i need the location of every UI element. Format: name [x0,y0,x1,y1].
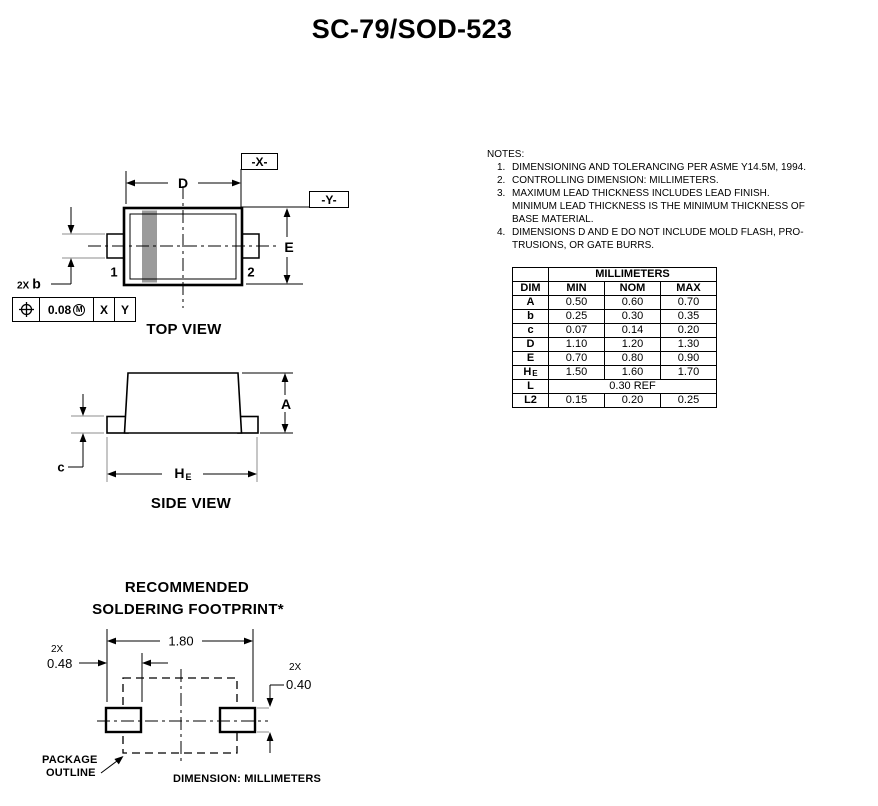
dim-cell: L2 [513,394,549,408]
note-number [487,213,512,226]
dim-cell: c [513,324,549,338]
note-number: 1. [497,162,506,173]
note-line [487,174,878,187]
note-text: MAXIMUM LEAD THICKNESS INCLUDES LEAD FINISH. [512,188,770,199]
note-number: 2. [497,175,506,186]
table-corner-cell [513,268,549,282]
fcf-datum-x: X [99,302,108,317]
col-header-dim: DIM [513,282,549,296]
nom-cell: 0.30 [605,310,661,324]
dim-he-sub: E [532,369,538,378]
note-line [487,239,878,252]
footprint-title-line2: SOLDERING FOOTPRINT* [92,601,284,618]
c-extension-lines [71,416,104,433]
note-text: MINIMUM LEAD THICKNESS IS THE MINIMUM THICKNESS OF [512,201,805,212]
dim-label-he-sub: E [185,472,192,482]
dim-label-e: E [284,239,294,255]
dim-cell: L [513,380,549,394]
nom-cell: 0.60 [605,296,661,310]
table-row [513,324,717,338]
note-number [487,239,512,252]
fcf-datum-x-cell [93,298,114,321]
note-number: 4. [497,227,506,238]
note-line [487,226,878,239]
pin-1-label: 1 [110,264,118,280]
notes-heading: NOTES: [487,149,525,160]
min-cell: 0.70 [549,352,605,366]
nom-cell: 0.80 [605,352,661,366]
note-line [487,187,878,200]
page-title: SC-79/SOD-523 [311,14,513,44]
pad-height-dim: 0.40 [286,677,312,692]
fcf-tolerance-cell [39,298,93,321]
pad-height-qty: 2X [289,662,302,673]
min-cell: 1.50 [549,366,605,380]
datum-y-label: -Y- [321,192,337,207]
note-text: DIMENSIONS D AND E DO NOT INCLUDE MOLD FLASH, PRO- [512,227,804,238]
col-header-max: MAX [661,282,717,296]
nom-cell: 1.20 [605,338,661,352]
max-cell: 0.35 [661,310,717,324]
min-cell: 1.10 [549,338,605,352]
nom-cell: 1.60 [605,366,661,380]
dim-he-main: H [523,366,532,378]
table-row [513,366,717,380]
max-cell: 0.90 [661,352,717,366]
dim-label-a: A [280,396,292,412]
nom-cell: 0.20 [605,394,661,408]
dim-label-b: b [32,275,41,292]
table-row [513,338,717,352]
datum-x-label: -X- [251,154,268,169]
table-row [513,282,717,296]
min-cell: 0.15 [549,394,605,408]
max-cell: 0.70 [661,296,717,310]
max-cell: 0.20 [661,324,717,338]
note-text: DIMENSIONING AND TOLERANCING PER ASME Y14.5M, 1994. [512,162,806,173]
dim-label-he-main: H [174,465,185,481]
datum-box-y [309,191,349,208]
note-line [487,161,878,174]
side-body-outline [125,373,242,433]
note-text: TRUSIONS, OR GATE BURRS. [512,240,655,251]
notes-section [487,148,878,252]
min-cell: 0.25 [549,310,605,324]
dim-label-d: D [177,175,189,191]
col-header-min: MIN [549,282,605,296]
fcf-tolerance: 0.08 [47,302,72,317]
pin-2-label: 2 [247,264,255,280]
dim-cell: E [513,352,549,366]
note-number: 3. [497,188,506,199]
dimensions-table [512,267,717,408]
table-row [513,268,717,282]
pad-height-ticks [257,708,269,732]
note-line [487,200,878,213]
table-row [513,380,717,394]
dim-cell: b [513,310,549,324]
col-header-nom: NOM [605,282,661,296]
footprint-linework [79,629,284,773]
table-row [513,310,717,324]
fcf-modifier-mmc: M [73,304,85,316]
footprint-title-line1: RECOMMENDED [124,579,250,596]
package-outline-label-line2: OUTLINE [46,767,96,779]
min-cell: 0.07 [549,324,605,338]
min-cell: 0.50 [549,296,605,310]
footprint-span-dim: 1.80 [168,633,194,649]
note-text: CONTROLLING DIMENSION: MILLIMETERS. [512,175,719,186]
fcf-datum-y: Y [120,302,129,317]
position-tolerance-icon [18,301,35,318]
units-note: DIMENSION: MILLIMETERS [173,773,322,785]
dim-cell: A [513,296,549,310]
footprint-pad-left [106,708,141,732]
feature-control-frame [12,297,136,322]
table-row [513,352,717,366]
max-cell: 1.70 [661,366,717,380]
position-tolerance-cell [13,298,39,321]
footprint-pad-right [220,708,255,732]
lead-width-callout [17,277,41,292]
datum-box-x [241,153,278,170]
ref-span-cell: 0.30 REF [549,380,717,394]
side-view-label: SIDE VIEW [150,495,232,512]
table-row [513,296,717,310]
nom-cell: 0.14 [605,324,661,338]
max-cell: 1.30 [661,338,717,352]
pad-width-dim: 0.48 [47,656,73,671]
dim-cell: D [513,338,549,352]
dim-label-he [174,466,191,482]
lead-qty-label: 2X [17,280,30,292]
dim-cell-he [513,366,549,380]
package-outline-label-line1: PACKAGE [42,754,98,766]
dim-label-c: c [57,459,65,475]
note-line [487,213,878,226]
top-view-label: TOP VIEW [146,321,222,338]
fcf-datum-y-cell [114,298,135,321]
note-text: BASE MATERIAL. [512,214,594,225]
units-header: MILLIMETERS [549,268,717,282]
pad-width-qty: 2X [51,644,64,655]
max-cell: 0.25 [661,394,717,408]
note-number [487,200,512,213]
table-row [513,394,717,408]
